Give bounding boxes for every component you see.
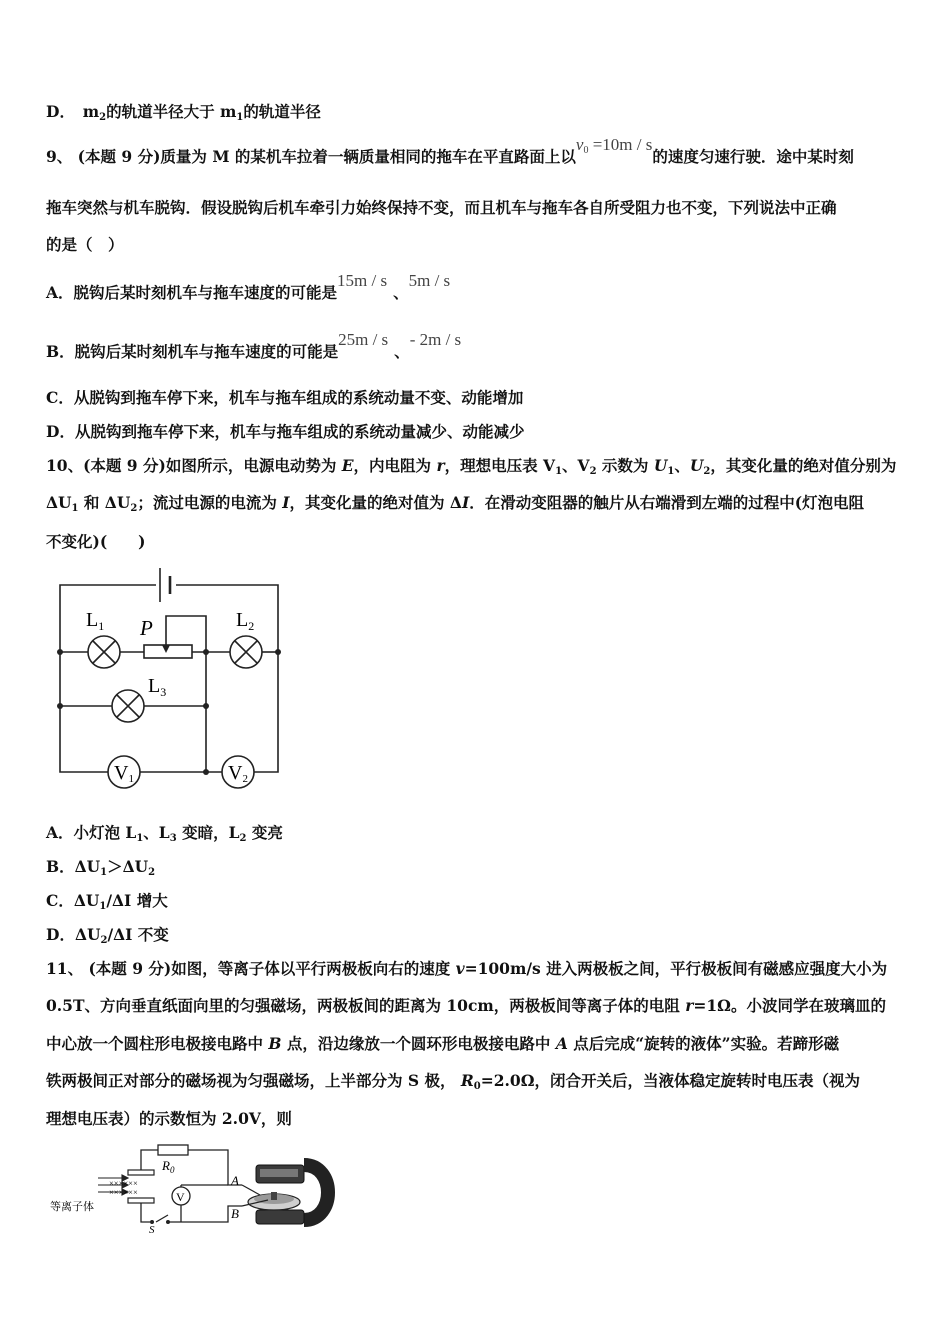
switch-contact: [166, 1220, 170, 1224]
label-v: V: [176, 1190, 185, 1204]
junction-dot: [275, 649, 281, 655]
q10-circuit-diagram: [46, 560, 291, 792]
q8-option-d: D． $m_2$的轨道半径大于 $m_1$的轨道半径: [46, 102, 321, 123]
q9-option-b: B．脱钩后某时刻机车与拖车速度的可能是25m / s、- 2m / s: [46, 330, 462, 361]
label-plasma: 等离子体: [50, 1201, 94, 1213]
label-l2: $L_2$: [236, 609, 255, 633]
label-s: S: [149, 1224, 155, 1235]
junction-dot: [203, 703, 209, 709]
q10-stem-line1: 10、(本题 9 分)如图所示，电源电动势为 E，内电阻为 r，理想电压表 $V_1$、$V_2$ 示数为 $U_1$、$U_2$，其变化量的绝对值分别为: [46, 456, 897, 477]
junction-dot: [203, 769, 209, 775]
q9-option-c: C．从脱钩到拖车停下来，机车与拖车组成的系统动量不变、动能增加: [46, 388, 524, 407]
lamp-l1: [88, 636, 120, 668]
q9-option-d: D．从脱钩到拖车停下来，机车与拖车组成的系统动量减少、动能减少: [46, 422, 525, 441]
q11-stem-line2: 0.5T、方向垂直纸面向里的匀强磁场，两极板间的距离为 10cm，两极板间等离子体的电阻 r=1Ω。小波同学在玻璃皿的: [46, 996, 886, 1015]
voltmeter-v2: [222, 756, 254, 788]
q11-stem-line1: 11、 (本题 9 分)如图，等离子体以平行两极板向右的速度 v=100m/s 进入两极板之间，平行极板间有磁感应强度大小为: [46, 959, 888, 978]
lamp-l3: [112, 690, 144, 722]
top-plate: [128, 1170, 154, 1175]
q11-rotating-liquid-diagram: [46, 1140, 336, 1235]
q10-option-a: A．小灯泡 $L_1$、$L_3$ 变暗，$L_2$ 变亮: [46, 823, 283, 844]
lamp-l2: [230, 636, 262, 668]
voltmeter-v1: [108, 756, 140, 788]
q10-option-c: C．$\Delta U_1/\Delta I$ 增大: [46, 891, 168, 912]
junction-dot: [203, 649, 209, 655]
label-a: A: [231, 1173, 239, 1188]
junction-dot: [57, 649, 63, 655]
q10-option-b: B．$\Delta U_1>\Delta U_2$: [46, 857, 156, 878]
label-p: P: [140, 616, 153, 640]
q11-stem-line5: 理想电压表）的示数恒为 2.0V，则: [46, 1109, 292, 1128]
q9-option-a: A．脱钩后某时刻机车与拖车速度的可能是15m / s、5m / s: [46, 271, 451, 302]
label-l1: $L_1$: [86, 609, 105, 633]
q9-stem-line3: 的是（ ）: [46, 235, 124, 254]
magnetic-field-crosses-top: ××××××: [109, 1178, 138, 1188]
junction-dot: [57, 703, 63, 709]
label-b: B: [231, 1206, 239, 1221]
label-r0: $R_0$: [162, 1158, 175, 1175]
svg-text:V2: V2: [228, 762, 248, 785]
q11-stem-line4: 铁两极间正对部分的磁场视为匀强磁场，上半部分为 S 极， $R_0=2.0\Omega$，闭合开关后，当液体稳定旋转时电压表（视为: [46, 1071, 861, 1092]
q9-v0-formula: $v_0 =10m / s$: [575, 135, 653, 156]
q10-option-d: D．$\Delta U_2/\Delta I$ 不变: [46, 925, 169, 946]
q10-stem-line3: 不变化)( ): [46, 532, 146, 551]
bottom-plate: [128, 1198, 154, 1203]
q10-stem-line2: $\Delta U_1$ 和 $\Delta U_2$；流过电源的电流为 I，其变化量的绝对值为 ΔI．在滑动变阻器的触片从右端滑到左端的过程中(灯泡电阻: [46, 493, 865, 514]
q9-stem-line1: 9、 (本题 9 分)质量为 M 的某机车拉着一辆质量相同的拖车在平直路面上以$v_0 =10m / s$的速度匀速行驶．途中某时刻: [46, 135, 854, 166]
svg-text:V1: V1: [114, 762, 134, 785]
magnetic-field-crosses-bottom: ××××××: [109, 1187, 138, 1197]
q9-stem-line2: 拖车突然与机车脱钩．假设脱钩后机车牵引力始终保持不变，而且机车与拖车各自所受阻力也不变，下列说法中正确: [46, 198, 837, 217]
resistor-r0: [158, 1145, 188, 1155]
q11-stem-line3: 中心放一个圆柱形电极接电路中 B 点，沿边缘放一个圆环形电极接电路中 A 点后完成“旋转的液体”实验。若蹄形磁: [46, 1034, 840, 1053]
glass-dish: [248, 1192, 300, 1210]
label-l3: $L_3$: [148, 675, 167, 699]
